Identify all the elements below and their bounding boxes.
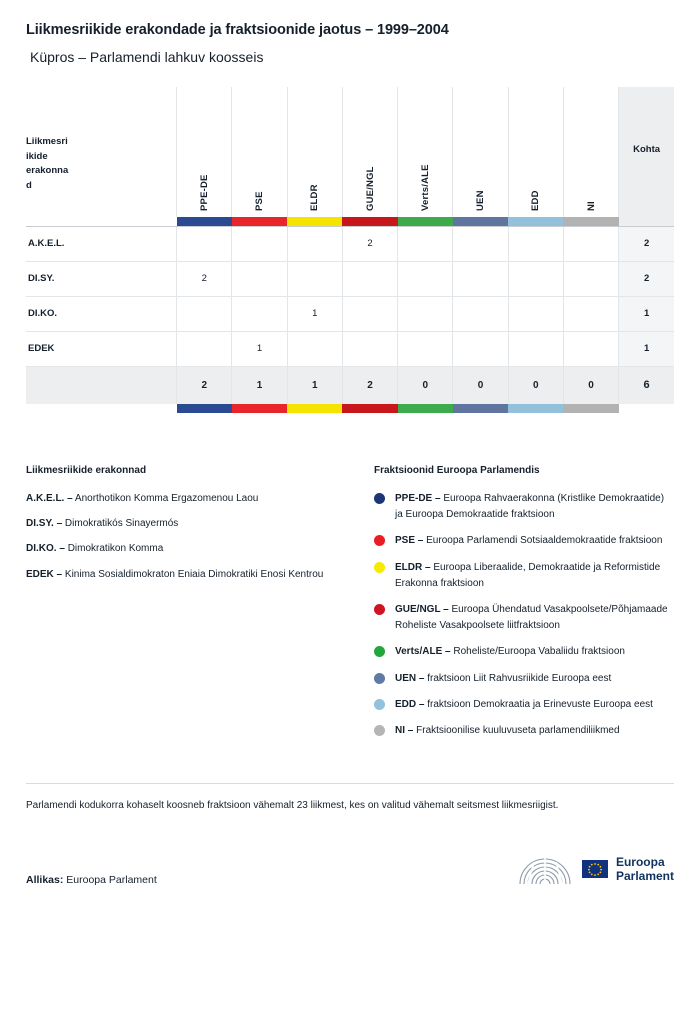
color-swatch-ni: [563, 217, 618, 226]
footer-note: Parlamendi kodukorra kohaselt koosneb fraktsioon vähemalt 23 liikmest, kes on valitud vähemalt seitsmest liikmesriigist.: [26, 800, 559, 812]
color-bar-total: [619, 217, 674, 226]
row-cell: [342, 261, 397, 296]
row-cell: [398, 261, 453, 296]
row-cell: [508, 296, 563, 331]
group-name: Euroopa Parlamendi Sotsiaaldemokraatide fraktsioon: [426, 535, 663, 547]
row-cell: [287, 331, 342, 366]
color-swatch-bottom-verts-ale: [398, 404, 453, 413]
color-bar-bottom-spacer: [26, 404, 177, 413]
row-party-name: DI.SY.: [26, 261, 177, 296]
table-row: [26, 226, 674, 261]
totals-cell: 0: [398, 366, 453, 404]
group-name: Euroopa Liberaalide, Demokraatide ja Reformistide Erakonna fraktsioon: [395, 561, 661, 589]
national-party-abbr: DI.SY. –: [26, 518, 63, 530]
group-name: Roheliste/Euroopa Vabaliidu fraktsioon: [453, 646, 625, 658]
row-cell: [563, 296, 618, 331]
row-cell: [508, 226, 563, 261]
total-column-header: Kohta: [619, 87, 674, 217]
row-cell: [287, 261, 342, 296]
national-parties-legend: [26, 465, 374, 749]
row-cell: [453, 226, 508, 261]
group-color-dot-icon: [374, 535, 385, 546]
group-abbr: NI –: [395, 724, 414, 736]
group-name: Euroopa Rahvaerakonna (Kristlike Demokraatide) ja Euroopa Demokraatide fraktsioon: [395, 493, 665, 521]
row-total: 2: [619, 261, 674, 296]
group-text: [395, 560, 674, 592]
ep-logo: [516, 852, 674, 886]
source-text: [26, 874, 157, 886]
legend-area: [0, 413, 700, 749]
row-cell: [453, 331, 508, 366]
national-party-abbr: EDEK –: [26, 568, 63, 580]
totals-label: [26, 366, 177, 404]
table-row: [26, 261, 674, 296]
totals-cell: 2: [177, 366, 232, 404]
group-column-header-ppe-de: PPE-DE: [177, 87, 232, 217]
political-group-item: [374, 602, 674, 634]
national-party-name: Anorthotikon Komma Ergazomenou Laou: [74, 493, 259, 504]
color-swatch-verts-ale: [398, 217, 453, 226]
group-text: [395, 671, 611, 687]
political-group-item: [374, 697, 674, 713]
totals-cell: 2: [342, 366, 397, 404]
row-cell: [342, 296, 397, 331]
row-cell: 1: [287, 296, 342, 331]
row-cell: [563, 261, 618, 296]
row-cell: 2: [177, 261, 232, 296]
political-group-item: [374, 533, 674, 549]
row-cell: [177, 331, 232, 366]
row-cell: 2: [342, 226, 397, 261]
political-groups-title: Fraktsioonid Euroopa Parlamendis: [374, 465, 540, 476]
source-label: Allikas:: [26, 874, 64, 887]
source-row: [0, 814, 700, 910]
page-title: Liikmesriikide erakondade ja fraktsioonide jaotus – 1999–2004: [26, 22, 449, 38]
group-abbr: EDD –: [395, 698, 425, 710]
political-group-item: [374, 644, 674, 660]
totals-cell: 1: [287, 366, 342, 404]
party-column-header: Liikmesri ikide erakonna d: [26, 136, 69, 192]
group-abbr: PSE –: [395, 535, 424, 547]
color-swatch-bottom-uen: [453, 404, 508, 413]
group-color-dot-icon: [374, 493, 385, 504]
row-cell: [232, 296, 287, 331]
group-column-header-uen: UEN: [453, 87, 508, 217]
color-swatch-bottom-eldr: [287, 404, 342, 413]
seats-table-body: [26, 87, 674, 413]
group-name: fraktsioon Liit Rahvusriikide Euroopa eest: [427, 672, 612, 684]
row-cell: [398, 296, 453, 331]
row-cell: [287, 226, 342, 261]
color-swatch-bottom-ppe-de: [177, 404, 232, 413]
table-totals-row: [26, 366, 674, 404]
group-column-header-eldr: ELDR: [287, 87, 342, 217]
row-cell: [232, 261, 287, 296]
group-abbr: GUE/NGL –: [395, 603, 449, 615]
table-row: [26, 331, 674, 366]
group-name: Fraktsioonilise kuuluvuseta parlamendiliikmed: [416, 724, 620, 736]
totals-cell: 0: [508, 366, 563, 404]
color-swatch-bottom-ni: [563, 404, 618, 413]
eu-flag-icon: [582, 860, 608, 878]
color-swatch-bottom-edd: [508, 404, 563, 413]
color-swatch-pse: [232, 217, 287, 226]
row-cell: [177, 226, 232, 261]
political-group-item: [374, 560, 674, 592]
color-swatch-bottom-pse: [232, 404, 287, 413]
row-cell: [563, 226, 618, 261]
row-cell: [508, 331, 563, 366]
source-value: Euroopa Parlament: [66, 874, 157, 887]
totals-cell: 0: [453, 366, 508, 404]
ep-logo-text: [616, 855, 674, 883]
national-parties-title: Liikmesriikide erakonnad: [26, 465, 147, 476]
ep-hemicycle-icon: [516, 852, 574, 886]
group-column-header-verts-ale: Verts/ALE: [398, 87, 453, 217]
group-color-dot-icon: [374, 673, 385, 684]
group-color-dot-icon: [374, 562, 385, 573]
group-text: [395, 697, 653, 713]
national-parties-list: [26, 491, 362, 583]
group-abbr: UEN –: [395, 672, 425, 684]
row-cell: [453, 261, 508, 296]
political-groups-legend: [374, 465, 674, 749]
national-party-name: Dimokratikon Komma: [67, 543, 164, 555]
national-party-abbr: DI.KO. –: [26, 543, 65, 555]
row-total: 1: [619, 331, 674, 366]
ep-logo-line2: Parlament: [615, 869, 674, 884]
group-color-dot-icon: [374, 646, 385, 657]
group-text: [395, 533, 662, 549]
group-text: [395, 723, 620, 739]
group-abbr: Verts/ALE –: [395, 646, 451, 658]
table-header-row: [26, 87, 674, 217]
color-swatch-edd: [508, 217, 563, 226]
group-color-bar: [26, 217, 674, 226]
national-party-item: [26, 567, 362, 583]
color-swatch-gue-ngl: [342, 217, 397, 226]
group-text: [395, 602, 674, 634]
table-row: [26, 296, 674, 331]
color-swatch-uen: [453, 217, 508, 226]
ep-logo-line1: Euroopa: [615, 855, 665, 870]
national-party-name: Kinima Sosialdimokraton Eniaia Dimokratiki Enosi Kentrou: [64, 568, 324, 580]
row-party-name: A.K.E.L.: [26, 226, 177, 261]
group-column-header-edd: EDD: [508, 87, 563, 217]
color-swatch-eldr: [287, 217, 342, 226]
political-groups-list: [374, 491, 674, 739]
group-color-dot-icon: [374, 725, 385, 736]
group-column-header-ni: NI: [563, 87, 618, 217]
group-column-header-pse: PSE: [232, 87, 287, 217]
row-total: 2: [619, 226, 674, 261]
page-subtitle: Küpros – Parlamendi lahkuv koosseis: [30, 49, 264, 65]
row-cell: [177, 296, 232, 331]
group-column-header-gue-ngl: GUE/NGL: [342, 87, 397, 217]
row-party-name: DI.KO.: [26, 296, 177, 331]
totals-cell: 1: [232, 366, 287, 404]
totals-cell: 0: [563, 366, 618, 404]
group-color-dot-icon: [374, 604, 385, 615]
color-swatch-ppe-de: [177, 217, 232, 226]
row-cell: [398, 226, 453, 261]
color-swatch-bottom-gue-ngl: [342, 404, 397, 413]
row-cell: [563, 331, 618, 366]
political-group-item: [374, 671, 674, 687]
group-color-bar-bottom: [26, 404, 674, 413]
group-name: fraktsioon Demokraatia ja Erinevuste Euroopa eest: [427, 698, 653, 710]
row-party-name: EDEK: [26, 331, 177, 366]
group-name: Euroopa Ühendatud Vasakpoolsete/Põhjamaade Roheliste Vasakpoolsete liitfraktsioon: [395, 603, 668, 632]
color-bar-spacer: [26, 217, 177, 226]
seats-table: [26, 87, 674, 413]
group-text: [395, 491, 674, 523]
color-bar-bottom-total: [619, 404, 674, 413]
national-party-abbr: A.K.E.L. –: [26, 493, 73, 504]
group-abbr: PPE-DE –: [395, 493, 441, 504]
political-group-item: [374, 491, 674, 523]
group-abbr: ELDR –: [395, 561, 431, 573]
row-cell: 1: [232, 331, 287, 366]
totals-grand: 6: [619, 366, 674, 404]
row-cell: [453, 296, 508, 331]
national-party-item: [26, 541, 362, 557]
row-cell: [232, 226, 287, 261]
group-text: [395, 644, 625, 660]
national-party-name: Dimokratikós Sinayermós: [64, 518, 179, 530]
group-color-dot-icon: [374, 699, 385, 710]
national-party-item: [26, 491, 362, 507]
row-cell: [508, 261, 563, 296]
row-cell: [342, 331, 397, 366]
row-total: 1: [619, 296, 674, 331]
row-cell: [398, 331, 453, 366]
political-group-item: [374, 723, 674, 739]
national-party-item: [26, 516, 362, 532]
seats-table-container: [0, 65, 700, 413]
